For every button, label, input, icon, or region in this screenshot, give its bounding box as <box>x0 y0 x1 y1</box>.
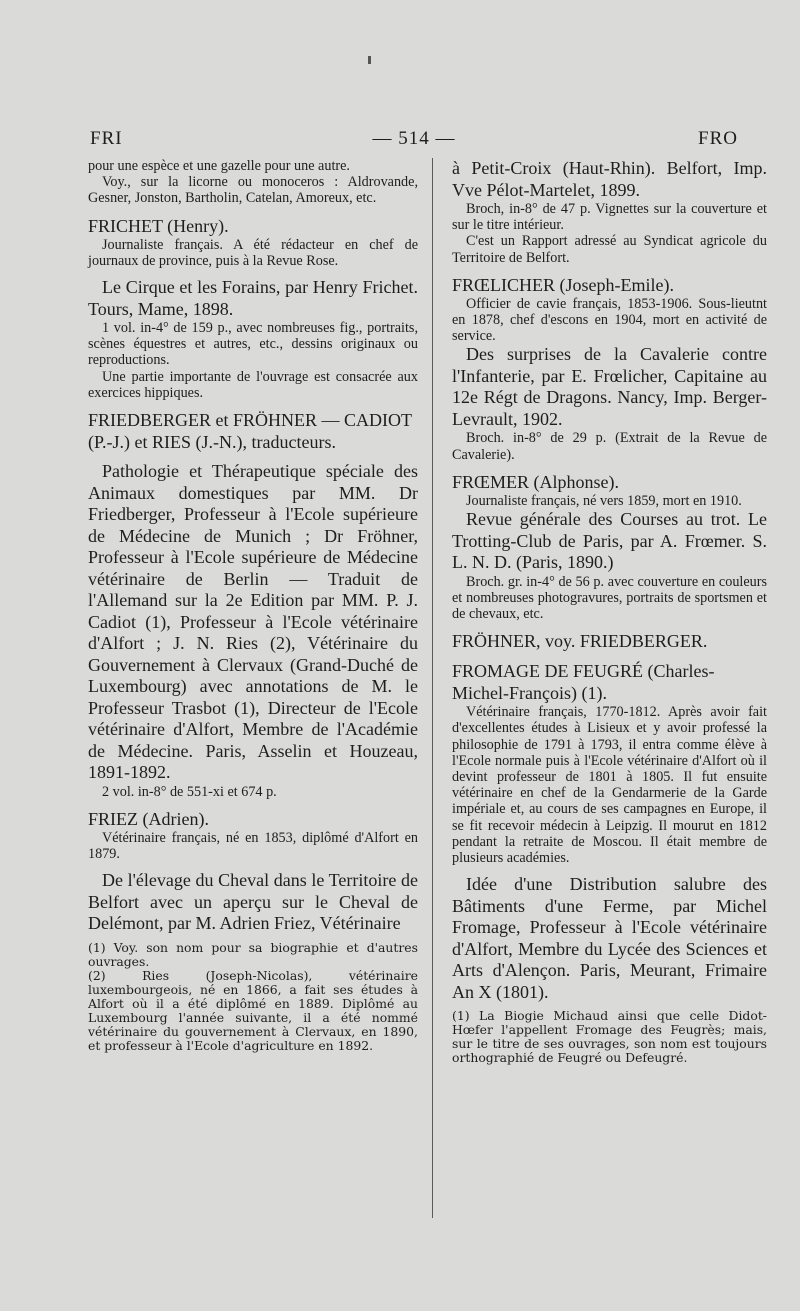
spacer <box>452 266 767 274</box>
note-paragraph: Voy., sur la licorne ou monoceros : Aldrovande, Gesner, Jonston, Bartholin, Catelan, Amoreux, etc. <box>88 174 418 207</box>
note-paragraph: Une partie importante de l'ouvrage est consacrée aux exercices hippiques. <box>88 368 418 401</box>
author-heading: FRIEZ (Adrien). <box>88 808 209 829</box>
spacer <box>88 207 418 215</box>
author-heading: FRŒMER (Alphonse). <box>452 471 620 492</box>
note-paragraph: Journaliste français, né vers 1859, mort en 1910. <box>466 492 742 509</box>
title-entry: à Petit-Croix (Haut-Rhin). Belfort, Imp. Vve Pélot-Martelet, 1899. <box>452 158 767 200</box>
spacer <box>88 800 418 808</box>
spacer <box>88 269 418 277</box>
header-left: FRI <box>90 128 123 149</box>
note-paragraph: C'est un Rapport adressé au Syndicat agricole du Territoire de Belfort. <box>452 233 767 266</box>
note-paragraph: Vétérinaire français, 1770-1812. Après avoir fait d'excellentes études à Lisieux et y avoir professé la philosophie de 1791 à 1793, il entra comme élève à l'Ecole normale puis à l'Ecole vétérinaire d'Alfort où il devint professeur de 1801 à 1805. Il fut ensuite vétérinaire en chef de la Gendarmerie de la Garde impériale et, au cours de ses campagnes en Europe, il se fit recevoir médecin à Leipzig. Il mourut en 1812 pendant la retraite de Moscou. Il était membre de plusieurs académies. <box>452 704 767 866</box>
spacer <box>88 401 418 409</box>
top-mark <box>368 56 371 64</box>
left-column <box>88 158 418 1053</box>
spacer <box>452 866 767 874</box>
spacer <box>452 652 767 660</box>
spacer <box>452 622 767 630</box>
note-paragraph: Broch. in-8° de 29 p. (Extrait de la Revue de Cavalerie). <box>452 430 767 463</box>
author-heading: FROMAGE DE FEUGRÉ (Charles-Michel-François) (1). <box>452 661 715 704</box>
title-entry: Idée d'une Distribution salubre des Bâtiments d'une Ferme, par Michel Fromage, Professeur à l'Ecole vétérinaire d'Alfort, Membre du Lycée des Sciences et Arts d'Alençon. Paris, Meurant, Frimaire An X (1801). <box>452 874 767 1002</box>
note-paragraph: Broch, in-8° de 47 p. Vignettes sur la couverture et sur le titre intérieur. <box>452 201 767 234</box>
author-heading: FRŒLICHER (Joseph-Emile). <box>452 274 674 295</box>
title-entry: Revue générale des Courses au trot. Le Trotting-Club de Paris, par A. Frœmer. S. L. N. D. (Paris, 1890.) <box>452 509 767 573</box>
note-paragraph: Officier de cavie français, 1853-1906. Sous-lieutnt en 1878, chef d'escons en 1904, mort en activité de service. <box>452 295 767 345</box>
spacer <box>88 453 418 461</box>
footnote: (1) Voy. son nom pour sa biographie et d'autres ouvrages. <box>88 939 418 969</box>
footnote: (2) Ries (Joseph-Nicolas), vétérinaire luxembourgeois, né en 1866, a fait ses études à Alfort où il a été diplômé en 1889. Diplômé au Luxembourg l'année suivante, il a été nommé vétérinaire du gouvernement à Clervaux, en 1890, et professeur à l'Ecole d'agriculture en 1892. <box>88 967 418 1053</box>
title-entry: Des surprises de la Cavalerie contre l'Infanterie, par E. Frœlicher, Capitaine au 12e Régt de Dragons. Nancy, Imp. Berger-Levrault, 1902. <box>452 344 767 429</box>
note-paragraph: pour une espèce et une gazelle pour une autre. <box>88 158 350 174</box>
note-paragraph: Broch. gr. in-4° de 56 p. avec couverture en couleurs et nombreuses photogravures, portraits de sportsmen et de chevaux, etc. <box>452 573 767 622</box>
note-paragraph: Vétérinaire français, né en 1853, diplômé d'Alfort en 1879. <box>88 829 418 862</box>
title-entry: De l'élevage du Cheval dans le Territoire de Belfort avec un aperçu sur le Cheval de Delémont, par M. Adrien Friez, Vétérinaire <box>88 870 418 934</box>
header-right: FRO <box>698 128 738 149</box>
author-heading: FRIEDBERGER et FRÖHNER — CADIOT (P.-J.) et RIES (J.-N.), traducteurs. <box>88 410 412 453</box>
right-column <box>452 158 767 1065</box>
spacer <box>452 463 767 471</box>
title-entry: Le Cirque et les Forains, par Henry Frichet. Tours, Mame, 1898. <box>88 277 418 319</box>
note-paragraph: 2 vol. in-8° de 551-xi et 674 p. <box>102 783 277 800</box>
note-paragraph: Journaliste français. A été rédacteur en chef de journaux de province, puis à la Revue Rose. <box>88 236 418 269</box>
spacer <box>88 862 418 870</box>
footnote: (1) La Biogie Michaud ainsi que celle Didot-Hœfer l'appellent Fromage des Feugrès; mais, sur le titre de ses ouvrages, son nom est toujours orthographié de Feugré ou Defeugré. <box>452 1008 767 1066</box>
column-divider <box>432 158 433 1218</box>
author-heading: FRICHET (Henry). <box>88 215 229 236</box>
author-heading: FRÖHNER, voy. FRIEDBERGER. <box>452 631 708 652</box>
note-paragraph: 1 vol. in-4° de 159 p., avec nombreuses fig., portraits, scènes équestres et autres, etc., dessins originaux ou reproductions. <box>88 320 418 369</box>
running-header <box>90 128 738 152</box>
page-number: — 514 — <box>372 128 456 149</box>
title-entry: Pathologie et Thérapeutique spéciale des Animaux domestiques par MM. Dr Friedberger, Professeur à l'Ecole supérieure de Médecine de Munich ; Dr Fröhner, Professeur à l'Ecole supérieure de Médecine vétérinaire de Berlin — Traduit de l'Allemand sur la 2e Edition par MM. P. J. Cadiot (1), Professeur à l'Ecole vétérinaire d'Alfort ; J. N. Ries (2), Vétérinaire du Gouvernement à Clervaux (Grand-Duché de Luxembourg) avec annotations de M. le Professeur Trasbot (1), Directeur de l'Ecole vétérinaire d'Alfort, Membre de l'Académie de Médecine. Paris, Asselin et Houzeau, 1891-1892. <box>88 461 418 783</box>
